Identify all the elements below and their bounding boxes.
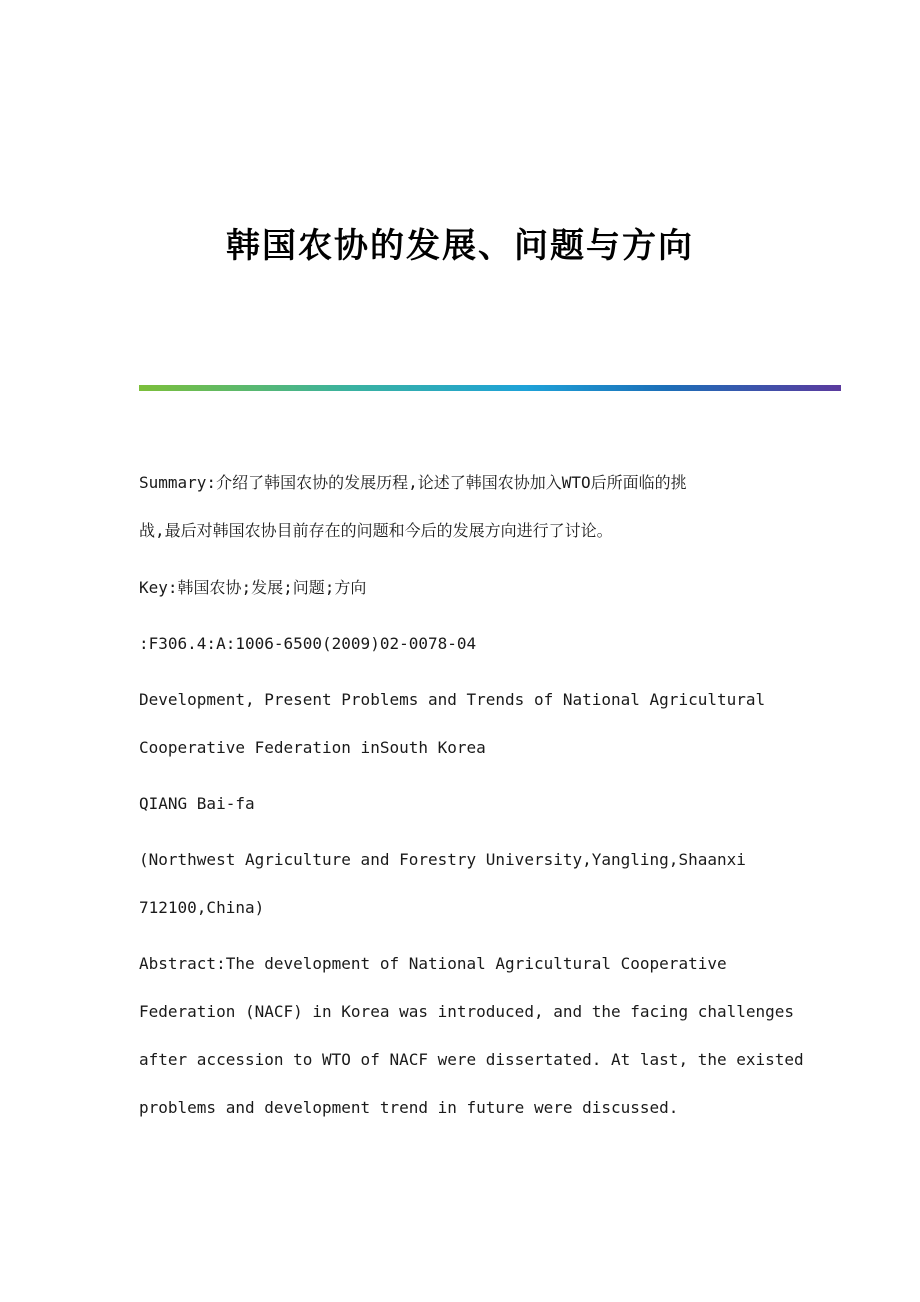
- abstract-line-1: Abstract:The development of National Agricultural Cooperative: [139, 954, 727, 973]
- summary-line-1: Summary:介绍了韩国农协的发展历程,论述了韩国农协加入WTO后所面临的挑: [139, 473, 687, 492]
- abstract-line-3: after accession to WTO of NACF were dissertated. At last, the existed: [139, 1050, 804, 1069]
- summary-paragraph: [139, 459, 789, 555]
- abstract-paragraph: [139, 940, 804, 1132]
- author-line: [139, 780, 789, 828]
- affiliation-line-2: 712100,China): [139, 898, 265, 917]
- summary-line-2: 战,最后对韩国农协目前存在的问题和今后的发展方向进行了讨论。: [139, 521, 613, 540]
- classification-line: [139, 620, 789, 668]
- keywords-text: Key:韩国农协;发展;问题;方向: [139, 578, 367, 597]
- gradient-divider: [139, 385, 841, 391]
- english-title-paragraph: [139, 676, 789, 772]
- keywords-line: [139, 564, 789, 612]
- abstract-line-2: Federation (NACF) in Korea was introduced, and the facing challenges: [139, 1002, 795, 1021]
- affiliation-line-1: (Northwest Agriculture and Forestry University,Yangling,Shaanxi: [139, 850, 746, 869]
- english-title-line-1: Development, Present Problems and Trends of National Agricultural: [139, 690, 766, 709]
- author-name: QIANG Bai-fa: [139, 794, 255, 813]
- affiliation-paragraph: [139, 836, 789, 932]
- document-title: 韩国农协的发展、问题与方向: [226, 226, 694, 266]
- abstract-line-4: problems and development trend in future were discussed.: [139, 1098, 679, 1117]
- english-title-line-2: Cooperative Federation inSouth Korea: [139, 738, 486, 757]
- classification-text: :F306.4:A:1006-6500(2009)02-0078-04: [139, 634, 477, 653]
